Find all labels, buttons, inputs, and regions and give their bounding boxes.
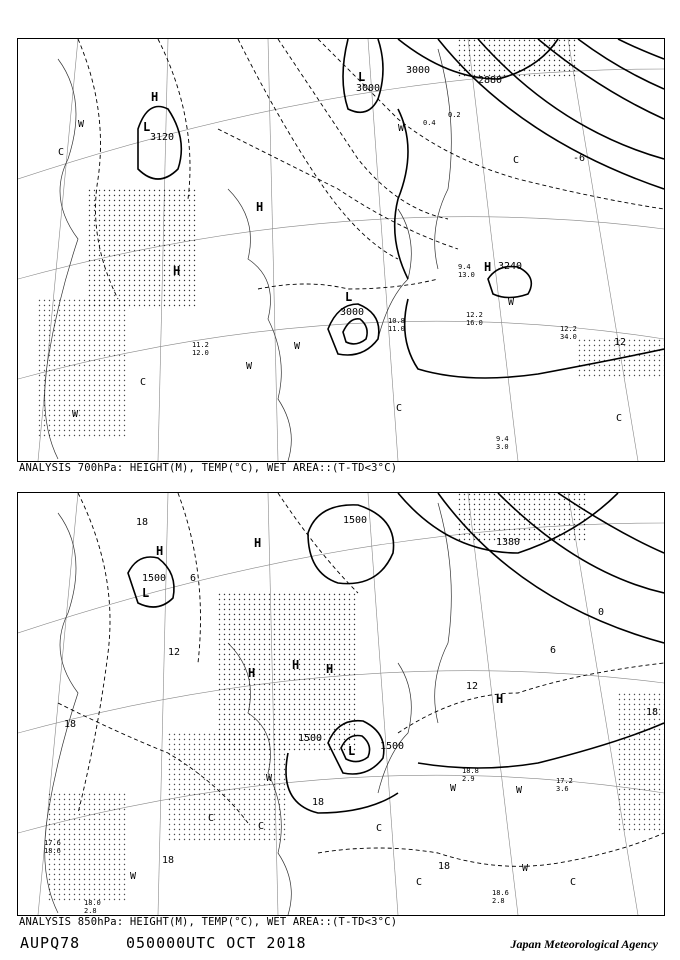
chart-700hpa bbox=[17, 38, 665, 462]
high-center: H bbox=[292, 658, 300, 672]
chart-id: AUPQ78 bbox=[20, 934, 81, 952]
station-plots-700 bbox=[192, 111, 577, 451]
cold-marker: C bbox=[396, 403, 403, 414]
warm-marker: W bbox=[130, 871, 137, 882]
cold-marker: C bbox=[208, 813, 215, 824]
high-center: H bbox=[496, 692, 504, 706]
temp-label: 12 bbox=[466, 681, 479, 692]
station-value: 18.8 2.9 bbox=[462, 767, 479, 783]
height-label: 3000 bbox=[406, 65, 431, 76]
low-center: L bbox=[142, 586, 150, 600]
temp-label: -6 bbox=[573, 153, 586, 164]
station-value: 17.6 18.6 bbox=[44, 839, 61, 855]
warm-marker: W bbox=[522, 863, 529, 874]
temp-label: 12 bbox=[168, 647, 181, 658]
cold-marker: C bbox=[513, 155, 520, 166]
height-label: 3120 bbox=[150, 132, 175, 143]
map-labels-850 bbox=[64, 515, 658, 872]
temp-label: 6 bbox=[190, 573, 197, 584]
map-700hpa bbox=[18, 39, 664, 461]
station-value: 12.2 34.0 bbox=[560, 325, 577, 341]
cold-marker: C bbox=[416, 877, 423, 888]
station-value: 17.2 3.6 bbox=[556, 777, 573, 793]
height-label: 1500 bbox=[142, 573, 167, 584]
temp-label: 18 bbox=[438, 861, 451, 872]
height-label: 1500 bbox=[298, 733, 323, 744]
caption-850hpa: ANALYSIS 850hPa: HEIGHT(M), TEMP(°C), WET AREA::(T-TD<3°C) bbox=[19, 916, 398, 928]
cold-marker: C bbox=[58, 147, 65, 158]
temp-label: 12 bbox=[614, 337, 627, 348]
warm-marker: W bbox=[78, 119, 85, 130]
height-label: 3000 bbox=[356, 83, 381, 94]
height-label: 1500 bbox=[380, 741, 405, 752]
high-center: H bbox=[484, 260, 492, 274]
height-label: 2880 bbox=[478, 75, 503, 86]
high-center: H bbox=[151, 90, 159, 104]
low-center: L bbox=[345, 290, 353, 304]
wet-area bbox=[38, 39, 664, 439]
low-center: L bbox=[358, 70, 366, 84]
temperature-contours bbox=[58, 493, 664, 866]
cold-marker: C bbox=[140, 377, 147, 388]
temp-label: 18 bbox=[646, 707, 659, 718]
high-center: H bbox=[156, 544, 164, 558]
warm-marker: W bbox=[72, 409, 79, 420]
wet-area bbox=[48, 493, 664, 903]
height-label: 1500 bbox=[343, 515, 368, 526]
height-label: 1380 bbox=[496, 537, 521, 548]
warm-marker: W bbox=[508, 297, 515, 308]
low-center: L bbox=[348, 744, 356, 758]
height-label: 3000 bbox=[340, 307, 365, 318]
map-850hpa bbox=[18, 493, 664, 915]
low-center: L bbox=[143, 120, 151, 134]
cold-marker: C bbox=[616, 413, 623, 424]
warm-marker: W bbox=[516, 785, 523, 796]
cold-marker: C bbox=[376, 823, 383, 834]
high-center: H bbox=[173, 264, 181, 278]
caption-700hpa: ANALYSIS 700hPa: HEIGHT(M), TEMP(°C), WET AREA::(T-TD<3°C) bbox=[19, 462, 398, 474]
warm-marker: W bbox=[266, 773, 273, 784]
temp-label: 18 bbox=[64, 719, 77, 730]
warm-marker: W bbox=[398, 123, 405, 134]
agency-name: Japan Meteorological Agency bbox=[510, 937, 658, 951]
warm-marker: W bbox=[450, 783, 457, 794]
temp-label: 18 bbox=[162, 855, 175, 866]
station-value: 9.4 3.0 bbox=[496, 435, 509, 451]
high-center: H bbox=[326, 662, 334, 676]
station-value: 0.2 bbox=[448, 111, 461, 119]
high-center: H bbox=[256, 200, 264, 214]
temp-label: 6 bbox=[550, 645, 557, 656]
height-label: 3240 bbox=[498, 261, 523, 272]
warm-marker: W bbox=[294, 341, 301, 352]
station-value: 18.6 2.8 bbox=[492, 889, 509, 905]
station-value: 10.8 11.0 bbox=[388, 317, 405, 333]
high-center: H bbox=[248, 666, 256, 680]
temp-label: 0 bbox=[598, 607, 605, 618]
station-value: 0.4 bbox=[423, 119, 436, 127]
station-value: 18.0 2.8 bbox=[84, 899, 101, 915]
temp-label: 18 bbox=[136, 517, 149, 528]
high-center: H bbox=[254, 536, 262, 550]
valid-time: 050000UTC OCT 2018 bbox=[126, 934, 307, 952]
station-value: 9.4 13.0 bbox=[458, 263, 475, 279]
cold-marker: C bbox=[258, 821, 265, 832]
chart-850hpa bbox=[17, 492, 665, 916]
warm-marker: W bbox=[246, 361, 253, 372]
station-value: 12.2 16.0 bbox=[466, 311, 483, 327]
temp-label: 18 bbox=[312, 797, 325, 808]
cold-marker: C bbox=[570, 877, 577, 888]
station-value: 11.2 12.0 bbox=[192, 341, 209, 357]
